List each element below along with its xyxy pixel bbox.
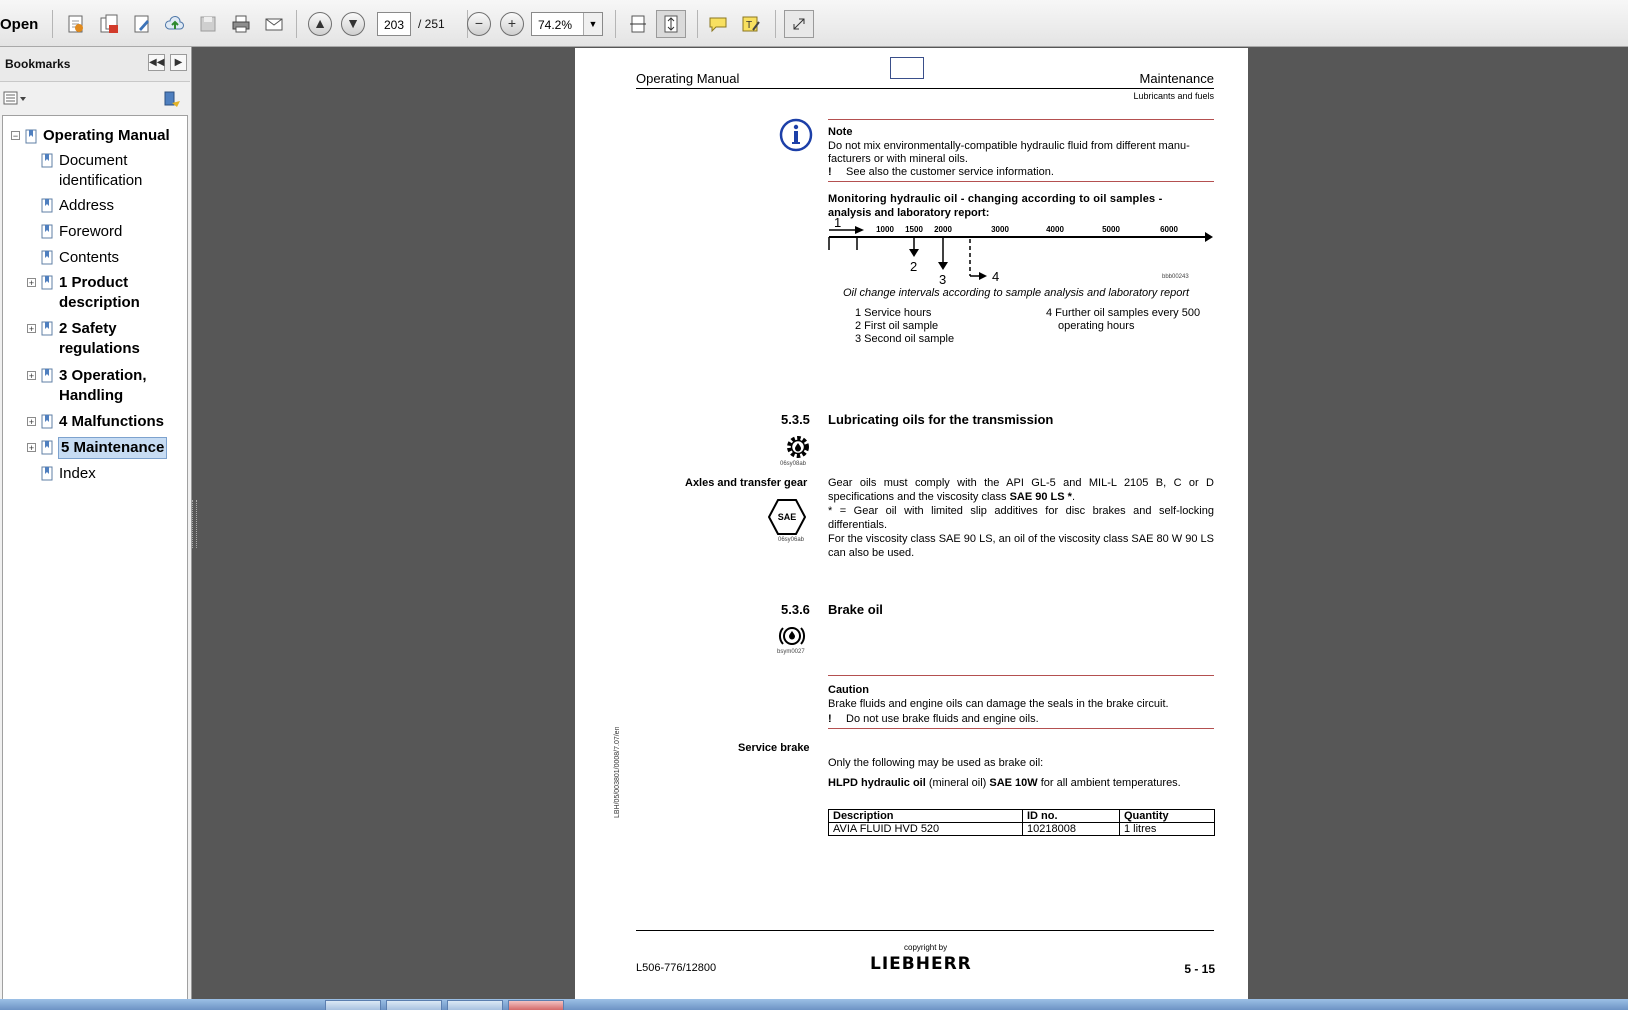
bookmark-document-identification[interactable]: Document identification (3, 151, 189, 193)
bookmark-safety-regulations[interactable]: + 2 Safety regulations (28, 320, 140, 357)
create-pdf-icon[interactable] (61, 10, 91, 38)
side-label-service-brake: Service brake (738, 742, 810, 754)
bookmark-icon (41, 275, 53, 290)
legend-item: 4 Further oil samples every 500 (1046, 307, 1201, 319)
toolbar-separator (52, 10, 53, 38)
bookmark-icon (41, 466, 53, 481)
note-bullet: ! (828, 166, 832, 178)
caution-bullet: ! (828, 713, 832, 725)
expand-icon[interactable]: + (28, 371, 35, 381)
further-samples-arrowhead (979, 272, 987, 280)
caution-title: Caution (828, 684, 869, 696)
icon-code: 06sy06ab (778, 537, 805, 543)
panel-options-icon[interactable]: ▶ (170, 54, 187, 71)
page-total: / 251 (418, 17, 445, 31)
tick-label: 5000 (1102, 225, 1120, 234)
bookmarks-title: Bookmarks (5, 57, 71, 71)
caution-text: Brake fluids and engine oils can damage the seals in the brake circuit. (828, 698, 1169, 710)
legend-item: 2 First oil sample (855, 320, 939, 332)
tick-label: 1500 (905, 225, 923, 234)
tick-label: 4000 (1046, 225, 1064, 234)
table-cell: 1 litres (1120, 823, 1215, 836)
note-line: Do not mix environmentally-compatible hydraulic fluid from different manu- (828, 140, 1190, 152)
tick-label: 1000 (876, 225, 894, 234)
bookmark-icon (41, 250, 53, 265)
menu-bar-remnant (0, 0, 180, 4)
panel-splitter[interactable] (192, 500, 197, 548)
highlight-text-icon[interactable] (736, 10, 766, 38)
bookmark-icon (25, 129, 37, 144)
options-menu-icon[interactable] (3, 90, 27, 106)
diagram-caption: Oil change intervals according to sample analysis and laboratory report (843, 287, 1190, 299)
zoom-level-select[interactable] (531, 12, 603, 36)
legend-item: operating hours (1058, 320, 1135, 332)
gear-oil-paragraph: Gear oils must comply with the API GL-5 and MIL-L 2105 B, C or D specifications and the viscosity class SAE 90 LS *. (828, 477, 1214, 503)
svg-text:T: T (746, 20, 753, 31)
toolbar-separator (615, 10, 616, 38)
bookmarks-tools (0, 81, 190, 115)
sae-icon (768, 499, 806, 535)
section-title: Lubricating oils for the transmission (828, 412, 1054, 427)
marker-1: 1 (834, 218, 842, 230)
document-side-code: LBH/05/003801/0008/7.07/en (614, 726, 621, 818)
header-subtitle: Lubricants and fuels (1133, 91, 1214, 101)
expand-icon[interactable]: + (28, 443, 35, 453)
table-cell: AVIA FLUID HVD 520 (829, 823, 1023, 836)
page-number-input[interactable]: 203 (377, 12, 411, 36)
fit-width-icon[interactable] (623, 10, 653, 38)
bookmark-contents[interactable]: Contents (3, 248, 189, 270)
bookmark-address[interactable]: Address (3, 196, 189, 218)
fit-page-icon[interactable] (656, 10, 686, 38)
bookmark-product-description[interactable]: + 1 Product description (28, 274, 140, 311)
bookmark-index[interactable]: Index (3, 464, 189, 486)
comment-icon[interactable] (703, 10, 733, 38)
note-bullet-text: See also the customer service information. (846, 166, 1054, 178)
legend-item: 1 Service hours (855, 307, 932, 319)
note-line: facturers or with mineral oils. (828, 153, 968, 165)
section-number: 5.3.5 (781, 412, 810, 427)
monitor-heading: analysis and laboratory report: (828, 207, 990, 219)
zoom-value: 74.2% (538, 18, 573, 32)
marker-4: 4 (992, 269, 1000, 284)
email-icon[interactable] (259, 10, 289, 38)
table-header-cell: Quantity (1120, 810, 1215, 823)
page-number: 5 - 15 (1184, 962, 1215, 976)
section-number: 5.3.6 (781, 602, 810, 617)
legend-item: 3 Second oil sample (855, 333, 955, 345)
taskbar-button-active[interactable] (508, 1000, 564, 1010)
open-button[interactable]: Open (0, 16, 39, 33)
note-rule-bottom (828, 181, 1214, 182)
toolbar-separator (775, 10, 776, 38)
bookmark-icon (41, 153, 53, 168)
taskbar-button[interactable] (447, 1000, 503, 1010)
document-page (575, 48, 1248, 999)
bookmark-icon (41, 224, 53, 239)
caution-bullet-text: Do not use brake fluids and engine oils. (846, 713, 1039, 725)
toolbar-separator (296, 10, 297, 38)
tick-label: 2000 (934, 225, 952, 234)
side-label-axles: Axles and transfer gear (685, 477, 808, 489)
second-sample-arrowhead (938, 262, 948, 270)
oil-interval-diagram (824, 218, 1216, 286)
expand-icon[interactable]: + (28, 278, 35, 288)
expand-icon[interactable] (784, 10, 814, 38)
next-page-icon[interactable]: ▼ (338, 10, 368, 38)
caution-rule-top (828, 675, 1214, 676)
expand-icon[interactable]: + (28, 417, 35, 427)
note-rule-top (828, 119, 1214, 120)
chevron-down-icon[interactable]: ▼ (583, 13, 602, 35)
zoom-out-icon[interactable]: − (464, 10, 494, 38)
taskbar-button[interactable] (386, 1000, 442, 1010)
zoom-in-icon[interactable]: + (497, 10, 527, 38)
caution-rule-bottom (828, 728, 1214, 729)
footer-left: L506-776/12800 (636, 962, 717, 974)
brake-oil-intro: Only the following may be used as brake oil: (828, 757, 1044, 769)
bookmark-icon (41, 368, 53, 383)
bookmark-icon (41, 414, 53, 429)
viscosity-paragraph: For the viscosity class SAE 90 LS, an oil of the viscosity class SAE 80 W 90 LS can also be used. (828, 533, 1214, 559)
bookmark-operation-handling[interactable]: + 3 Operation, Handling (28, 367, 147, 404)
marker-3: 3 (939, 272, 947, 286)
bookmarks-header (0, 47, 190, 82)
brake-fluid-icon (778, 624, 806, 648)
bookmark-icon (41, 321, 53, 336)
bookmark-foreword[interactable]: Foreword (3, 222, 189, 244)
bookmark-icon (41, 440, 53, 455)
print-icon[interactable] (226, 10, 256, 38)
marker-2: 2 (910, 259, 918, 274)
copyright-text: copyright by (904, 943, 948, 952)
brake-oil-spec: HLPD hydraulic oil (mineral oil) SAE 10W for all ambient temperatures. (828, 777, 1181, 789)
monitor-heading: Monitoring hydraulic oil - changing according to oil samples - (828, 193, 1163, 205)
tick-label: 3000 (991, 225, 1009, 234)
table-row (829, 823, 1215, 836)
header-left: Operating Manual (636, 71, 740, 86)
taskbar-button[interactable] (325, 1000, 381, 1010)
bookmark-tree (2, 115, 188, 1008)
diagram-code: bbb00243 (1162, 274, 1189, 280)
bookmarks-panel (0, 47, 192, 1010)
table-header-cell: ID no. (1023, 810, 1120, 823)
service-hours-arrowhead (855, 226, 864, 234)
os-taskbar (0, 999, 1628, 1010)
table-header-row (829, 810, 1215, 823)
gear-oil-icon (785, 434, 811, 460)
combine-files-icon[interactable] (94, 10, 124, 38)
sae-label: SAE (777, 512, 797, 522)
icon-code: 06sy08ab (780, 461, 807, 467)
note-title: Note (828, 126, 853, 138)
liebherr-logo: LIEBHERR (870, 954, 972, 974)
edit-document-icon[interactable] (127, 10, 157, 38)
table-cell: 10218008 (1023, 823, 1120, 836)
page-annotation-box[interactable] (890, 57, 924, 79)
tick-label: 6000 (1160, 225, 1178, 234)
expand-icon[interactable]: + (28, 324, 35, 334)
save-icon[interactable] (193, 10, 223, 38)
section-title: Brake oil (828, 602, 883, 617)
expand-bookmark-icon[interactable] (163, 90, 181, 108)
header-right: Maintenance (1139, 71, 1214, 86)
icon-code: bsym0027 (777, 649, 805, 655)
upload-cloud-icon[interactable] (160, 10, 190, 38)
bookmark-malfunctions[interactable]: + 4 Malfunctions (28, 413, 165, 430)
info-icon (779, 118, 813, 152)
bookmark-maintenance[interactable]: + 5 Maintenance (3, 438, 189, 460)
brake-oil-table (828, 809, 1215, 836)
timeline-arrowhead (1205, 232, 1213, 242)
bookmark-icon (41, 198, 53, 213)
footer-rule (636, 930, 1214, 931)
limited-slip-paragraph: * = Gear oil with limited slip additives for disc brakes and self-locking differentials. (828, 505, 1214, 531)
first-sample-arrowhead (909, 249, 919, 257)
toolbar-separator (697, 10, 698, 38)
table-header-cell: Description (829, 810, 1023, 823)
main-toolbar (0, 0, 1628, 47)
previous-page-icon[interactable]: ▲ (305, 10, 335, 38)
header-rule (636, 88, 1214, 89)
collapse-icon[interactable]: − (12, 131, 19, 141)
bookmark-operating-manual[interactable]: − Operating Manual (12, 127, 170, 144)
collapse-panel-icon[interactable]: ◀◀ (148, 54, 165, 71)
